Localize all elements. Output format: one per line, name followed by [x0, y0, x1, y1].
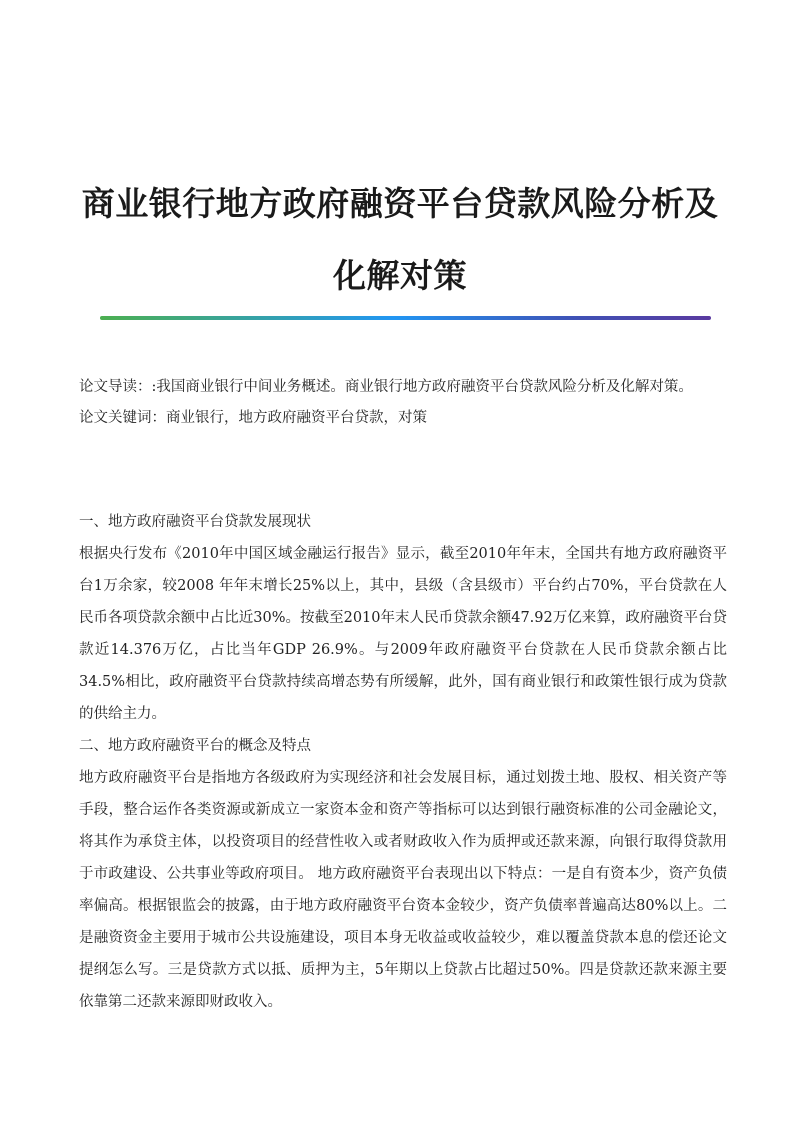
section-paragraph: 地方政府融资平台是指地方各级政府为实现经济和社会发展目标，通过划拨土地、股权、相关资产等手段，整合运作各类资源或新成立一家资本金和资产等指标可以达到银行融资标准的公司金融论文，将其作为承贷主体，以投资项目的经营性收入或者财政收入作为质押或还款来源，向银行取得贷款用于市政建设、公共事业等政府项目。 地方政府融资平台表现出以下特点：一是自有资本少，资产负债率偏高。根据银监会的披露，由于地方政府融资平台资本金较少，资产负债率普遍高达80%以上。二是融资资金主要用于城市公共设施建设，项目本身无收益或收益较少，难以覆盖贷款本息的偿还论文提纲怎么写。三是贷款方式以抵、质押为主，5年期以上贷款占比超过50%。四是贷款还款来源主要依靠第二还款来源即财政收入。: [79, 770, 727, 1010]
document-meta: [79, 372, 727, 434]
abstract-guide: 论文导读：:我国商业银行中间业务概述。商业银行地方政府融资平台贷款风险分析及化解对策。: [79, 379, 693, 395]
keywords: 论文关键词：商业银行，地方政府融资平台贷款，对策: [79, 410, 427, 426]
section-heading: 二、地方政府融资平台的概念及特点: [79, 738, 311, 754]
title-line-1: 商业银行地方政府融资平台贷款风险分析及: [81, 184, 719, 224]
section-paragraph: 根据央行发布《2010年中国区域金融运行报告》显示，截至2010年年末，全国共有地方政府融资平台1万余家，较2008 年年末增长25%以上，其中，县级（含县级市）平台约占70%，平台贷款在人民币各项贷款余额中占比近30%。按截至2010年末人民币贷款余额47.92万亿来算，政府融资平台贷款近14.376万亿，占比当年GDP 26.9%。与2009年政府融资平台贷款在人民币贷款余额占比34.5%相比，政府融资平台贷款持续高增态势有所缓解，此外，国有商业银行和政策性银行成为贷款的供给主力。: [79, 546, 727, 722]
title-divider: [100, 316, 711, 320]
document-body: [79, 506, 727, 1018]
document-title: [60, 168, 740, 312]
title-line-2: 化解对策: [333, 256, 467, 296]
section-heading: 一、地方政府融资平台贷款发展现状: [79, 514, 311, 530]
